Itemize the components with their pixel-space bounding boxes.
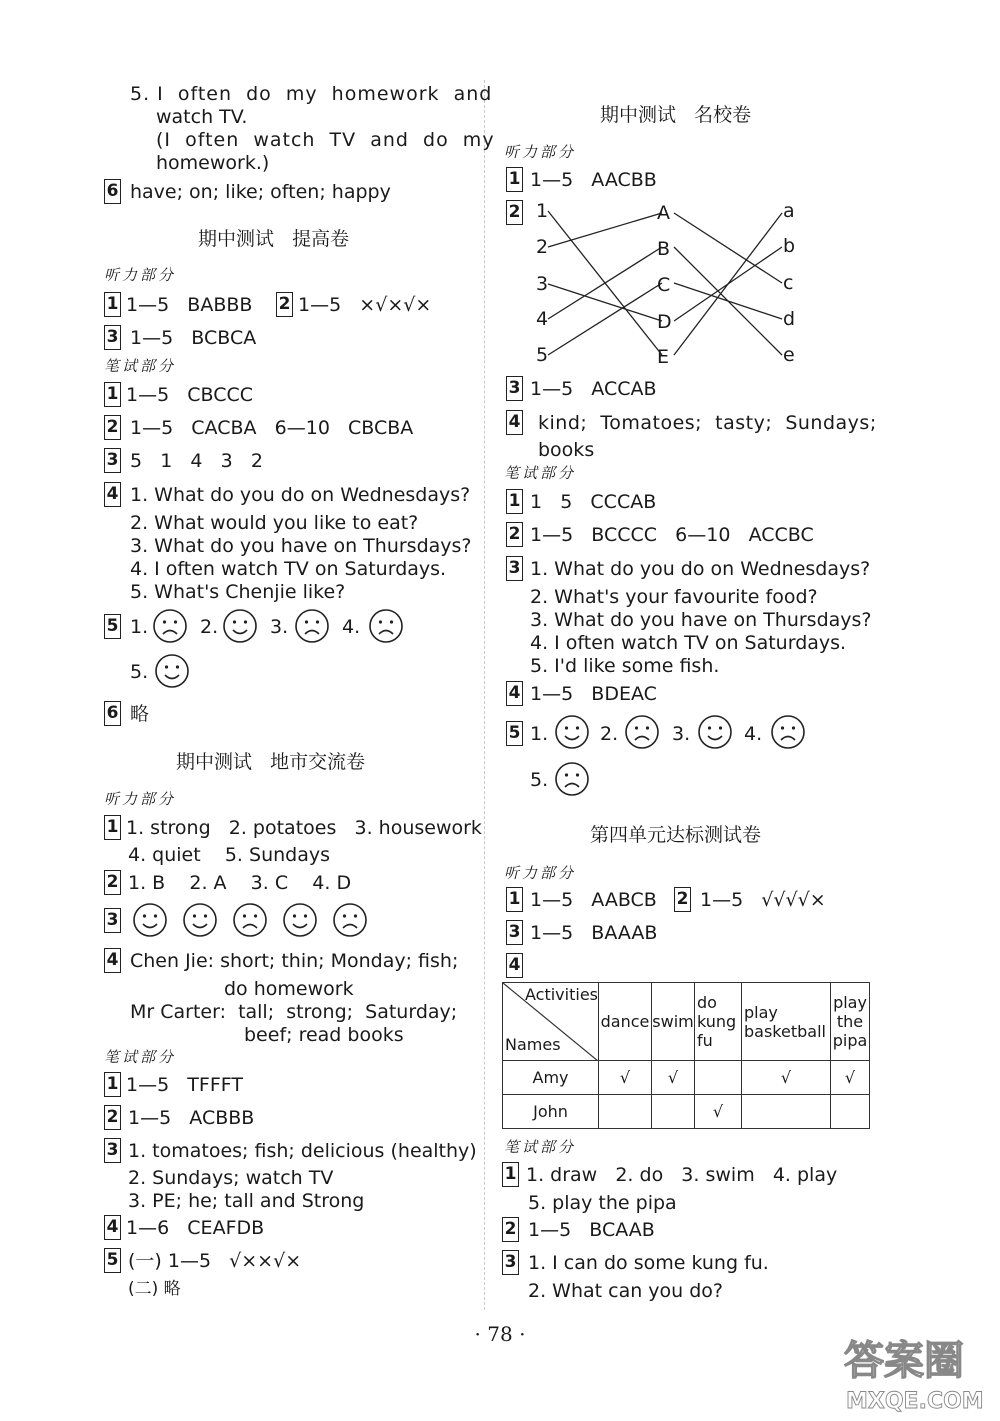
face-label: 5. [530, 769, 549, 791]
answer-line: 3. PE; he; tall and Strong [128, 1190, 365, 1212]
sad-face-icon [368, 608, 404, 644]
answer-line: do homework [224, 978, 354, 1000]
section-title: 第四单元达标测试卷 [590, 824, 762, 846]
match-mid-label: C [657, 274, 671, 296]
match-right-label: b [783, 235, 796, 257]
answer-line: 1—5 ACBBB [128, 1107, 255, 1129]
answer-line: Chen Jie: short; thin; Monday; fish; [130, 950, 459, 972]
happy-face-icon [697, 714, 733, 750]
happy-face-icon [132, 902, 168, 938]
table-mark-cell [599, 1095, 652, 1129]
answer-line: 1. strong 2. potatoes 3. housework [126, 817, 482, 839]
question-number: 4 [104, 948, 121, 973]
face-label: 3. [672, 723, 691, 745]
happy-face-icon [222, 608, 258, 644]
question-number: 4 [506, 681, 523, 706]
answer-line: 5. What's Chenjie like? [130, 581, 346, 603]
question-number: 3 [506, 556, 523, 581]
question-number: 5 [104, 1248, 121, 1273]
answer-line: 1. What do you do on Wednesdays? [530, 558, 871, 580]
answer-line: 1—5 BAAAB [530, 922, 658, 944]
answer-line: 3. What do you have on Thursdays? [130, 535, 472, 557]
writing-label: 笔试部分 [504, 464, 577, 482]
question-number: 1 [506, 887, 523, 912]
section-title: 期中测试 提高卷 [198, 228, 350, 250]
answer-line: 1—5 √√√√× [700, 889, 826, 911]
answer-line: books [538, 439, 595, 461]
answer-line: 1—5 BCCCC 6—10 ACCBC [530, 524, 814, 546]
table-mark-cell [742, 1095, 831, 1129]
match-left-label: 3 [536, 273, 549, 295]
match-mid-label: A [657, 202, 670, 224]
match-right-label: a [783, 200, 795, 222]
match-mid-label: E [657, 346, 670, 368]
table-name-cell: Amy [503, 1061, 599, 1095]
activities-table [502, 982, 870, 1129]
listening-label: 听力部分 [504, 143, 577, 161]
answer-line: 2. What's your favourite food? [530, 586, 818, 608]
table-mark-cell: √ [742, 1061, 831, 1095]
sad-face-icon [554, 761, 590, 797]
question-number: 1 [104, 292, 121, 317]
answer-line: 1—5 CBCCC [126, 384, 254, 406]
answer-line: 2. What would you like to eat? [130, 512, 419, 534]
happy-face-icon [154, 653, 190, 689]
question-number: 1 [506, 167, 523, 192]
question-number: 1 [104, 815, 121, 840]
answer-line: 1—5 CACBA 6—10 CBCBA [130, 417, 414, 439]
table-mark-cell: √ [695, 1095, 742, 1129]
question-number: 4 [104, 1215, 121, 1240]
match-left-label: 1 [536, 200, 549, 222]
question-number: 2 [506, 522, 523, 547]
happy-face-icon [282, 902, 318, 938]
answer-line: Mr Carter: tall; strong; Saturday; [130, 1001, 458, 1023]
match-left-label: 4 [536, 308, 549, 330]
answer-line: 略 [130, 703, 150, 725]
question-number: 1 [104, 1072, 121, 1097]
listening-label: 听力部分 [104, 790, 177, 808]
listening-label: 听力部分 [104, 266, 177, 284]
writing-label: 笔试部分 [504, 1138, 577, 1156]
answer-line: homework.) [156, 152, 270, 174]
question-number: 5 [506, 721, 523, 746]
question-number: 1 [502, 1162, 519, 1187]
question-number: 6 [104, 179, 121, 204]
answer-line: 1—5 AACBB [530, 169, 657, 191]
listening-label: 听力部分 [504, 864, 577, 882]
answer-line: 1—5 BDEAC [530, 683, 657, 705]
face-label: 2. [200, 616, 219, 638]
answer-line: 4. I often watch TV on Saturdays. [530, 632, 847, 654]
table-mark-cell [652, 1095, 695, 1129]
face-label: 4. [744, 723, 763, 745]
sad-face-icon [232, 902, 268, 938]
match-right-label: e [783, 344, 795, 366]
match-line [548, 247, 662, 319]
table-corner-cell [503, 983, 599, 1061]
face-label: 5. [130, 661, 149, 683]
answer-line: 1—5 AABCB [530, 889, 657, 911]
table-header-cell: do kung fu [695, 983, 742, 1061]
answer-line: watch TV. [156, 106, 248, 128]
question-number: 4 [506, 953, 523, 978]
svg-text:MXQE.COM: MXQE.COM [846, 1389, 984, 1414]
match-line [674, 283, 782, 319]
answer-line: kind; Tomatoes; tasty; Sundays; [538, 412, 877, 434]
happy-face-icon [554, 714, 590, 750]
face-label: 3. [270, 616, 289, 638]
table-mark-cell [695, 1061, 742, 1095]
question-number: 2 [104, 1105, 121, 1130]
matching-diagram [502, 195, 822, 375]
table-mark-cell: √ [599, 1061, 652, 1095]
question-number: 1 [506, 489, 523, 514]
answer-line: 1. tomatoes; fish; delicious (healthy) [128, 1140, 477, 1162]
writing-label: 笔试部分 [104, 1048, 177, 1066]
answer-line: (一) 1—5 √××√× [128, 1250, 302, 1272]
question-number: 2 [104, 870, 121, 895]
question-number: 4 [104, 482, 121, 507]
answer-line: 1—5 ACCAB [530, 378, 657, 400]
match-line [548, 283, 662, 355]
match-left-label: 5 [536, 344, 549, 366]
question-number: 3 [104, 1138, 121, 1163]
question-number: 3 [104, 448, 121, 473]
happy-face-icon [182, 902, 218, 938]
answer-line: 1—5 BCAAB [528, 1219, 655, 1241]
writing-label: 笔试部分 [104, 357, 177, 375]
match-line [548, 213, 662, 247]
question-number: 2 [104, 415, 121, 440]
face-label: 2. [600, 723, 619, 745]
answer-line: 5. I'd like some fish. [530, 655, 720, 677]
answer-line: beef; read books [244, 1024, 404, 1046]
page-number: · 78 · [474, 1322, 526, 1346]
table-name-cell: John [503, 1095, 599, 1129]
question-number: 3 [104, 325, 121, 350]
face-label: 4. [342, 616, 361, 638]
table-mark-cell [831, 1095, 870, 1129]
sad-face-icon [624, 714, 660, 750]
question-number: 2 [502, 1217, 519, 1242]
corner-bottom-label: Names [505, 1035, 561, 1054]
sad-face-icon [770, 714, 806, 750]
answer-line: 1. draw 2. do 3. swim 4. play [526, 1164, 838, 1186]
match-right-label: c [783, 272, 794, 294]
question-number: 2 [674, 887, 691, 912]
answer-line: 1—5 BCBCA [130, 327, 257, 349]
answer-line: 3. What do you have on Thursdays? [530, 609, 872, 631]
sad-face-icon [152, 608, 188, 644]
match-left-label: 2 [536, 236, 549, 258]
answer-line: 1. B 2. A 3. C 4. D [128, 872, 352, 894]
answer-line: 5. play the pipa [528, 1192, 677, 1214]
answer-line: 5 1 4 3 2 [130, 450, 263, 472]
answer-line: 1. I can do some kung fu. [528, 1252, 769, 1274]
answer-line: 1—6 CEAFDB [126, 1217, 265, 1239]
question-number: 6 [104, 701, 121, 726]
question-number: 3 [506, 920, 523, 945]
answer-line: 1—5 TFFFT [126, 1074, 243, 1096]
answer-line: have; on; like; often; happy [130, 181, 391, 203]
table-header-cell: play the pipa [831, 983, 870, 1061]
match-mid-label: B [657, 238, 671, 260]
table-header-cell: play basketball [742, 983, 831, 1061]
answer-line: 1—5 BABBB [126, 294, 253, 316]
question-number: 3 [502, 1250, 519, 1275]
answer-line: 1—5 ×√×√× [298, 294, 432, 316]
answer-line: 1 5 CCCAB [530, 491, 657, 513]
question-number: 3 [506, 376, 523, 401]
table-mark-cell: √ [652, 1061, 695, 1095]
match-right-label: d [783, 308, 796, 330]
corner-top-label: Activities [525, 985, 598, 1004]
section-title: 期中测试 地市交流卷 [176, 751, 366, 773]
question-number: 2 [506, 200, 523, 225]
section-title: 期中测试 名校卷 [600, 104, 752, 126]
svg-text:答案圈: 答案圈 [844, 1338, 964, 1384]
answer-line: 4. I often watch TV on Saturdays. [130, 558, 447, 580]
table-header-cell: dance [599, 983, 652, 1061]
question-number: 2 [276, 292, 293, 317]
answer-line: 5. I often do my homework and [130, 83, 493, 105]
watermark-logo [836, 1330, 996, 1414]
column-divider [484, 80, 485, 1310]
sad-face-icon [294, 608, 330, 644]
answer-line: (I often watch TV and do my [156, 129, 495, 151]
answer-line: (二) 略 [128, 1279, 181, 1299]
sad-face-icon [332, 902, 368, 938]
face-label: 1. [530, 723, 549, 745]
question-number: 1 [104, 382, 121, 407]
question-number: 3 [104, 908, 121, 933]
answer-line: 2. Sundays; watch TV [128, 1167, 334, 1189]
answer-line: 4. quiet 5. Sundays [128, 844, 331, 866]
match-mid-label: D [657, 311, 672, 333]
table-header-cell: swim [652, 983, 695, 1061]
question-number: 5 [104, 614, 121, 639]
face-label: 1. [130, 616, 149, 638]
question-number: 4 [506, 410, 523, 435]
answer-line: 1. What do you do on Wednesdays? [130, 484, 471, 506]
match-line [674, 213, 782, 283]
table-mark-cell: √ [831, 1061, 870, 1095]
match-line [548, 284, 662, 321]
match-line [674, 213, 782, 355]
answer-line: 2. What can you do? [528, 1280, 724, 1302]
